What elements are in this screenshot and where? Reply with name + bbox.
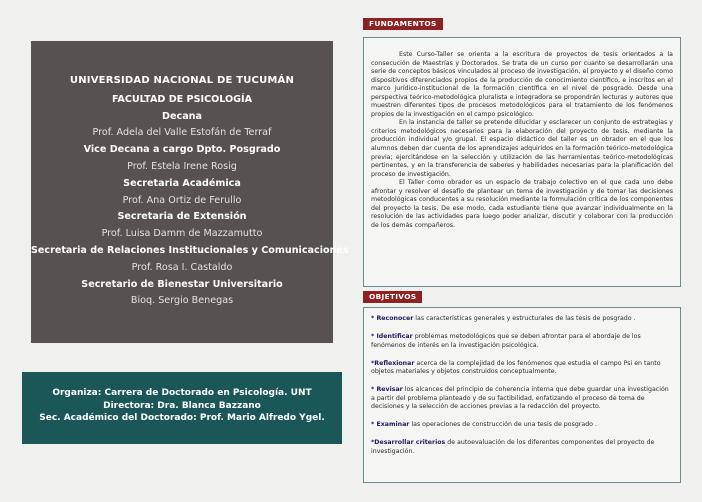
objective-keyword: Reflexionar: [374, 359, 415, 367]
role-title: Secretaria de Extensión: [117, 211, 247, 223]
objective-item: [371, 421, 673, 430]
fundamentos-box: [363, 37, 681, 287]
objective-keyword: Examinar: [376, 421, 410, 429]
objective-bullet: *: [371, 386, 377, 394]
role-title: Vice Decana a cargo Dpto. Posgrado: [83, 144, 281, 156]
secretary-line: Sec. Académico del Doctorado: Prof. Mario Alfredo Ygel.: [39, 413, 325, 423]
organizer-panel: [22, 372, 342, 444]
objective-item: [371, 386, 673, 412]
objective-text: los alcances del principio de coherencia interna que debe guardar una investigación a partir del problema planteado y de su factibilidad, enfatizando el proceso de toma de decisiones y la selección de acciones previas a la redacción del proyecto.: [371, 386, 669, 411]
objective-bullet: *: [371, 359, 375, 367]
authorities-panel: [31, 41, 349, 343]
role-title: Secretaria de Relaciones Institucionales y Comunicaciones: [31, 244, 349, 256]
objective-item: [371, 360, 673, 377]
objective-text: problemas metodológicos que se deben afrontar para el abordaje de los fenómenos de interés en la investigación psicológica.: [371, 333, 641, 349]
role-person: Bioq. Sergio Benegas: [130, 295, 234, 307]
objective-text: las operaciones de construcción de una tesis de posgrado .: [409, 421, 597, 429]
objective-item: [371, 315, 673, 324]
fundamentos-paragraph: En la instancia de taller se pretende dilucidar y esclarecer un conjunto de estrategias y criterios metodológicos necesarios para la elaboración del proyecto de tesis, mediante la producción individual y/o grupal. El espacio didáctico del taller es un obrador en el que los alumnos deben dar cuenta de los aprendizajes adquiridos en la formación teórico-metodológica previa; ejercitándose en la selección y utilización de las herramientas teórico-metodológicas pertinentes, y en la transferencia de saberes y habilidades necesarias para la planificación del proceso de investigación.: [371, 119, 673, 178]
objective-text: de autoevaluación de los diferentes componentes del proyecto de investigación.: [371, 439, 655, 455]
role-person: Prof. Luisa Damm de Mazzamutto: [101, 228, 263, 240]
role-title: Secretario de Bienestar Universitario: [81, 278, 283, 290]
role-person: Prof. Adela del Valle Estofán de Terraf: [92, 127, 272, 139]
objective-item: [371, 439, 673, 456]
objective-bullet: *: [371, 315, 377, 322]
objective-text: las características generales y estructurales de las tesis de posgrado .: [413, 315, 636, 322]
role-title: Secretaria Académica: [123, 177, 241, 189]
role-person: Prof. Rosa I. Castaldo: [131, 261, 233, 273]
director-line: Directora: Dra. Blanca Bazzano: [103, 400, 261, 411]
organizer-line: Organiza: Carrera de Doctorado en Psicología. UNT: [52, 388, 312, 398]
objective-bullet: *: [371, 333, 377, 341]
objective-text: acerca de la complejidad de los fenómenos que estudia el campo Psi en tanto objetos materiales y objetos construidos conceptualmente.: [371, 359, 661, 376]
role-person: Prof. Estela Irene Rosig: [127, 160, 237, 172]
objective-keyword: Revisar: [376, 386, 403, 394]
objetivos-box: [363, 307, 681, 483]
fundamentos-heading: FUNDAMENTOS: [363, 18, 443, 30]
fundamentos-paragraph: El Taller como obrador es un espacio de trabajo colectivo en el que cada uno debe afrontar y resolver el desafío de plantear un tema de investigación y de tomar las decisiones metodológicas conducentes a su resolución mediante la formulación crítica de los componentes del proyecto la tesis. De ese modo, cada estudiante tiene que avanzar individualmente en la resolución de las actividades para luego poder analizar, discutir y colaborar con la producción de los demás compañeros.: [371, 179, 673, 229]
objetivos-heading: OBJETIVOS: [363, 291, 422, 303]
fundamentos-paragraph: Este Curso-Taller se orienta a la escritura de proyectos de tesis orientados a la consecución de Maestrías y Doctorados. Se trata de un curso por cuanto se desarrollarán una serie de conceptos básicos vinculados al proceso de investigación, el proyecto y el diseño como dispositivos diferenciados propios de la producción de conocimiento científico, e inscritos en el marco jurídico-institucional de la formación científica en el nivel de posgrado. Desde una perspectiva teórico-metodológica pluralista e integradora se propondrán lecturas y autores que muestren diferentes tipos de procesos metodológicos para el tratamiento de los fenómenos propios de la investigación en el campo psicológico.: [371, 51, 673, 118]
objective-bullet: *: [371, 439, 375, 447]
faculty-name: FACULTAD DE PSICOLOGÍA: [111, 93, 253, 105]
objective-keyword: Desarrollar criterios: [374, 439, 446, 447]
objective-item: [371, 333, 673, 350]
objective-keyword: Reconocer: [376, 315, 414, 322]
objective-bullet: *: [371, 421, 377, 429]
role-person: Prof. Ana Ortiz de Ferullo: [122, 194, 242, 206]
objective-keyword: Identificar: [376, 333, 413, 341]
role-title: Decana: [162, 110, 202, 122]
university-name: UNIVERSIDAD NACIONAL DE TUCUMÁN: [69, 75, 295, 86]
